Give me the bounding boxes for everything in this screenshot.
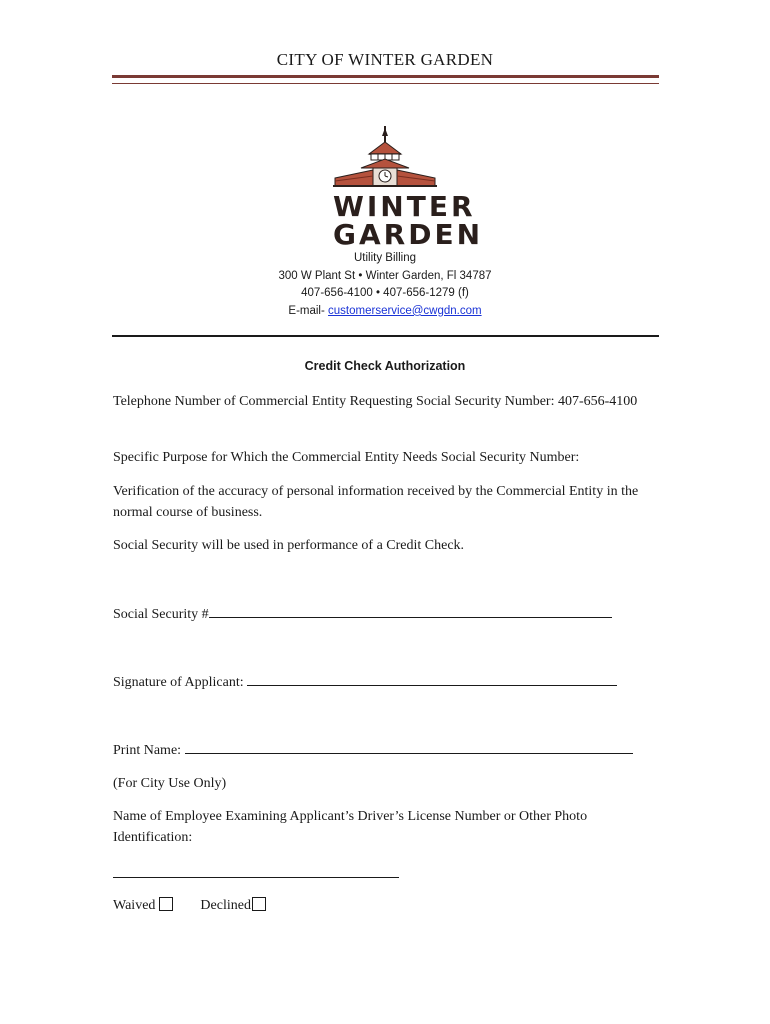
header-divider — [112, 75, 659, 84]
print-name-label: Print Name: — [113, 743, 185, 758]
ssn-label: Social Security # — [113, 607, 209, 622]
clock-tower-icon — [333, 126, 437, 196]
waived-label: Waived — [113, 898, 156, 913]
contact-block — [0, 250, 770, 320]
usage-statement: Social Security will be used in performance of a Credit Check. — [113, 538, 465, 553]
telephone-statement: Telephone Number of Commercial Entity Requesting Social Security Number: 407-656-4100 — [113, 394, 638, 409]
signature-label: Signature of Applicant: — [113, 675, 248, 690]
purpose-text: Verification of the accuracy of personal information received by the Commercial Entity in the normal course of business. — [113, 484, 639, 520]
declined-label: Declined — [200, 898, 251, 913]
waiver-options — [113, 896, 266, 916]
ssn-field-row — [113, 603, 653, 625]
department-name: Utility Billing — [354, 252, 416, 264]
logo-text-garden: GARDEN — [333, 218, 484, 251]
form-title: Credit Check Authorization — [304, 359, 466, 373]
logo-text-winter: WINTER — [333, 190, 476, 223]
phone-fax: 407-656-4100 • 407-656-1279 (f) — [301, 287, 469, 300]
print-name-field-row — [113, 739, 653, 761]
document-header-title: CITY OF WINTER GARDEN — [276, 50, 494, 69]
address: 300 W Plant St • Winter Garden, Fl 34787 — [278, 269, 492, 282]
signature-field-row — [113, 671, 653, 693]
email-prefix: E-mail- — [288, 304, 329, 317]
print-name-input-line[interactable] — [185, 739, 633, 754]
city-use-note: (For City Use Only) — [113, 776, 227, 791]
section-divider — [112, 335, 659, 337]
waived-checkbox[interactable] — [159, 897, 173, 911]
ssn-input-line[interactable] — [209, 603, 612, 618]
purpose-heading: Specific Purpose for Which the Commercial Entity Needs Social Security Number: — [113, 450, 580, 465]
signature-input-line[interactable] — [247, 671, 617, 686]
employee-instruction: Name of Employee Examining Applicant’s Driver’s License Number or Other Photo Identification: — [113, 809, 588, 845]
email-line — [0, 303, 770, 321]
email-link[interactable]: customerservice@cwgdn.com — [328, 304, 482, 317]
declined-checkbox[interactable] — [252, 897, 266, 911]
city-logo — [333, 126, 484, 251]
employee-name-input-line[interactable] — [113, 877, 399, 878]
